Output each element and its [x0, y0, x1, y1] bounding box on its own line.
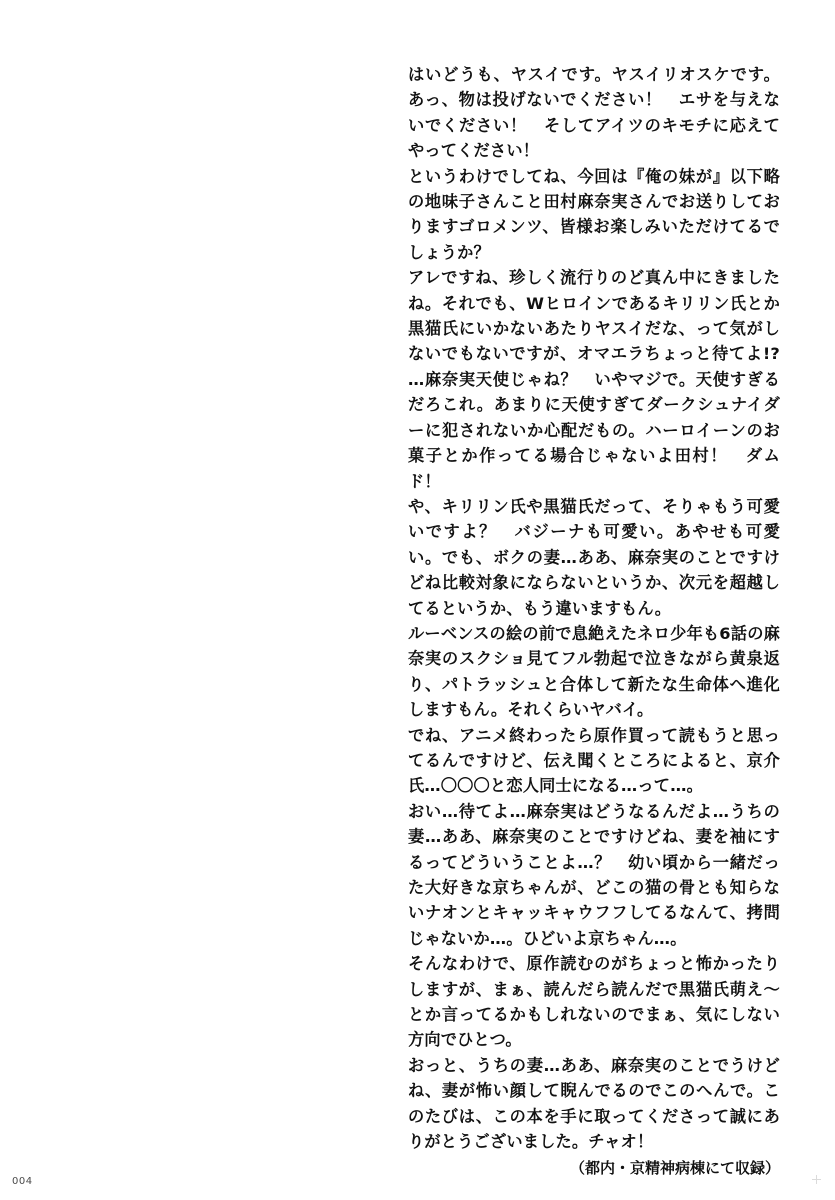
- paragraph: でね、アニメ終わったら原作買って読もうと思ってるんですけど、伝え聞くところによると、京介氏…〇〇〇と恋人同士になる…って…。: [408, 725, 780, 796]
- paragraph: というわけでしてね、今回は『俺の妹が』以下略の地味子さんこと田村麻奈実さんでお送りしておりますゴロメンツ、皆様お楽しみいただけてるでしょうか？: [408, 166, 780, 262]
- page-number: 004: [12, 1176, 33, 1187]
- paragraph: そんなわけで、原作読むのがちょっと怖かったりしますが、まぁ、読んだら読んだで黒猫氏萌え〜とか言ってるかもしれないのでまぁ、気にしない方向でひとつ。: [408, 954, 780, 1050]
- paragraph: はいどうも、ヤスイです。ヤスイリオスケです。あっ、物は投げないでください！ エサを与えないでください！ そしてアイツのキモチに応えてやってください！: [408, 65, 780, 161]
- paragraph: や、キリリン氏や黒猫氏だって、そりゃもう可愛いですよ？ バジーナも可愛い。あやせも可愛い。でも、ボクの妻…ああ、麻奈実のことですけどね比較対象にならないというか、次元を超越してるというか、もう違いますもん。: [408, 496, 780, 618]
- paragraph: アレですね、珍しく流行りのど真ん中にきましたね。それでも、Wヒロインであるキリリン氏とか黒猫氏にいかないあたりヤスイだな、って気がしないでもないですが、オマエラちょっと待てよ!? …麻奈実天使じゃね？ いやマジで。天使すぎるだろこれ。あまりに天使すぎてダークシュナイダーに犯されないか心配だもの。ハーロイーンのお菓子とか作ってる場合じゃないよ田村！ ダムド！: [408, 268, 797, 491]
- crop-mark-icon: [812, 1175, 821, 1184]
- paragraph: おい…待てよ…麻奈実はどうなるんだよ…うちの妻…ああ、麻奈実のことですけどね、妻を袖にするってどういうことよ…？ 幼い頃から一緒だった大好きな京ちゃんが、どこの猫の骨とも知らないナオンとキャッキャウフフしてるなんて、拷問じゃないか…。ひどいよ京ちゃん…。: [408, 801, 780, 948]
- paragraph: ルーベンスの絵の前で息絶えたネロ少年も6話の麻奈実のスクショ見てフル勃起で泣きながら黄泉返り、パトラッシュと合体して新たな生命体へ進化しますもん。それくらいヤバイ。: [408, 623, 780, 720]
- afterword-text-column: [408, 62, 797, 1182]
- paragraph: おっと、うちの妻…ああ、麻奈実のことでうけどね、妻が怖い顔して睨んでるのでこのへんで。このたびは、この本を手に取ってくださって誠にありがとうございました。チャオ！: [408, 1055, 780, 1152]
- afterword-signature: （都内・京精神病棟にて収録）: [569, 1159, 780, 1178]
